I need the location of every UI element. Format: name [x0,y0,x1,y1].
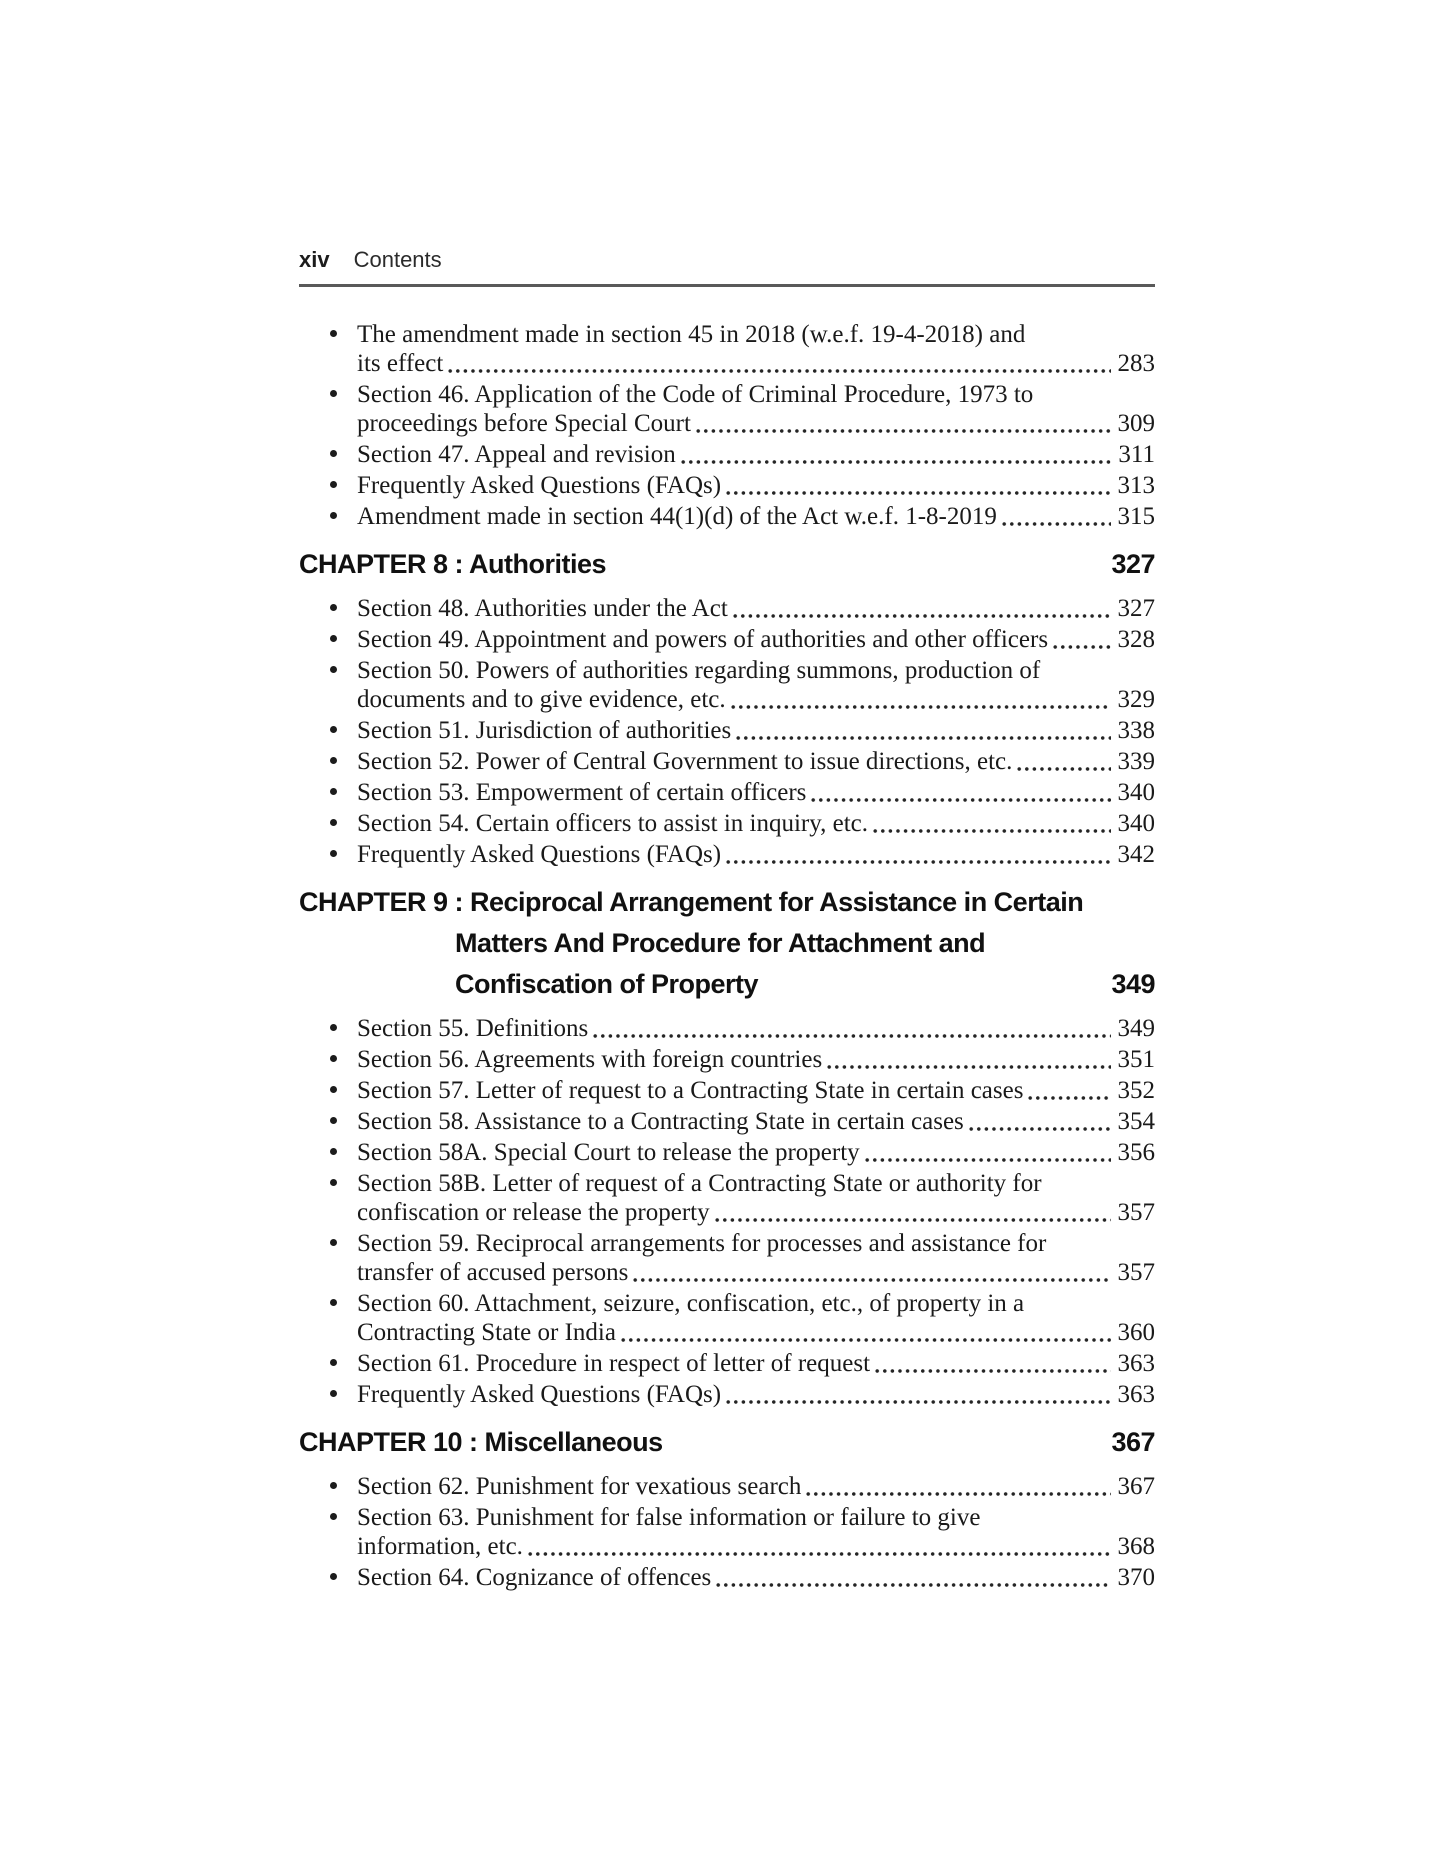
entry-page-number: 340 [1117,779,1155,806]
entry-page-number: 309 [1117,410,1155,437]
page-content [299,247,1155,1594]
entry-text: documents and to give evidence, etc. [357,686,726,713]
entry-text: Section 61. Procedure in respect of letter of request [357,1350,871,1377]
entry-page-number: 328 [1117,626,1155,653]
dot-leader [731,702,1111,710]
dot-leader [811,795,1110,803]
dot-leader [726,488,1110,496]
toc-entry [299,747,1155,776]
entry-text: Section 60. Attachment, seizure, confiscation, etc., of property in a [357,1290,1025,1317]
toc-entry [299,1169,1155,1227]
dot-leader [726,857,1110,865]
entry-page-number: 338 [1117,717,1155,744]
entry-text: The amendment made in section 45 in 2018 (w.e.f. 19-4-2018) and [357,321,1026,348]
chapter-heading [299,1422,1155,1463]
entry-line [357,1045,1155,1074]
chapter-title-line: CHAPTER 10 : Miscellaneous [299,1427,663,1457]
dot-leader [865,1155,1111,1163]
entry-text: Section 55. Definitions [357,1015,589,1042]
toc-entry [299,809,1155,838]
entry-page-number: 367 [1117,1473,1155,1500]
entry-text: Section 52. Power of Central Government to issue directions, etc. [357,748,1013,775]
entry-line [357,716,1155,745]
entry-text: Section 58B. Letter of request of a Contracting State or authority for [357,1170,1042,1197]
entry-text: Contracting State or India [357,1319,616,1346]
dot-leader [969,1124,1111,1132]
dot-leader [1028,1093,1110,1101]
entry-text: Section 57. Letter of request to a Contracting State in certain cases [357,1077,1024,1104]
entry-line [357,1229,1155,1258]
chapter-title-line: CHAPTER 8 : Authorities [299,549,607,579]
entry-text: Section 48. Authorities under the Act [357,595,728,622]
entry-text: Section 54. Certain officers to assist in inquiry, etc. [357,810,869,837]
entry-page-number: 360 [1117,1319,1155,1346]
header-title: Contents [353,247,442,272]
entry-text: information, etc. [357,1533,523,1560]
entry-page-number: 363 [1117,1381,1155,1408]
dot-leader [875,1366,1110,1374]
entry-line [357,440,1155,469]
entry-page-number: 349 [1117,1015,1155,1042]
entry-line [357,594,1155,623]
toc-entry [299,1138,1155,1167]
entry-line [357,1472,1155,1501]
chapter-page-number: 349 [1111,969,1155,999]
entry-text: transfer of accused persons [357,1259,629,1286]
entry-text: confiscation or release the property [357,1199,710,1226]
dot-leader [733,611,1111,619]
dot-leader [736,733,1110,741]
entry-page-number: 363 [1117,1350,1155,1377]
entry-page-number: 342 [1117,841,1155,868]
entry-page-number: 339 [1117,748,1155,775]
toc-entry [299,840,1155,869]
dot-leader [681,457,1112,465]
entry-text: Frequently Asked Questions (FAQs) [357,472,722,499]
entry-page-number: 352 [1117,1077,1155,1104]
entry-line [357,1107,1155,1136]
entry-line [357,747,1155,776]
dot-leader [1017,764,1110,772]
entry-text: Frequently Asked Questions (FAQs) [357,1381,722,1408]
toc-entry [299,1472,1155,1501]
dot-leader [1053,642,1110,650]
entry-text: proceedings before Special Court [357,410,691,437]
entry-line [357,1258,1155,1287]
entry-line [357,1014,1155,1043]
toc-entry [299,1107,1155,1136]
dot-leader [633,1275,1110,1283]
entry-line [357,1198,1155,1227]
toc-entry [299,1503,1155,1561]
entry-text: Section 49. Appointment and powers of authorities and other officers [357,626,1049,653]
dot-leader [448,366,1110,374]
chapter-title-line: Matters And Procedure for Attachment and [455,928,986,958]
entry-line [357,778,1155,807]
toc-entry [299,1289,1155,1347]
entry-line [357,809,1155,838]
dot-leader [827,1062,1110,1070]
chapter-title [299,544,1101,585]
toc-entry [299,716,1155,745]
chapter-page-number: 327 [1111,549,1155,579]
entry-page-number: 311 [1118,441,1155,468]
entry-page-number: 313 [1117,472,1155,499]
toc-entry [299,471,1155,500]
toc-entry [299,1349,1155,1378]
entry-line [357,1076,1155,1105]
toc-entry [299,1563,1155,1592]
entry-page-number: 327 [1117,595,1155,622]
toc-entry [299,1229,1155,1287]
entry-text: Section 47. Appeal and revision [357,441,676,468]
entry-line [357,840,1155,869]
entry-line [357,1349,1155,1378]
dot-leader [528,1549,1111,1557]
toc-list [299,287,1155,1592]
entry-page-number: 351 [1117,1046,1155,1073]
entry-text: Section 51. Jurisdiction of authorities [357,717,732,744]
entry-text: its effect [357,350,444,377]
entry-page-number: 357 [1117,1199,1155,1226]
entry-line [357,409,1155,438]
entry-line [357,625,1155,654]
entry-line [357,471,1155,500]
entry-page-number: 340 [1117,810,1155,837]
entry-line [357,1380,1155,1409]
chapter-title [299,882,1101,1005]
dot-leader [696,426,1111,434]
entry-line [357,1503,1155,1532]
entry-text: Section 63. Punishment for false information or failure to give [357,1504,981,1531]
dot-leader [873,826,1110,834]
entry-text: Amendment made in section 44(1)(d) of the Act w.e.f. 1-8-2019 [357,503,997,530]
dot-leader [593,1031,1110,1039]
entry-page-number: 315 [1117,503,1155,530]
dot-leader [1002,519,1111,527]
entry-line [357,349,1155,378]
dot-leader [621,1335,1111,1343]
entry-line [357,320,1155,349]
entry-line [357,1532,1155,1561]
entry-line [357,502,1155,531]
entry-text: Section 59. Reciprocal arrangements for processes and assistance for [357,1230,1047,1257]
entry-page-number: 357 [1117,1259,1155,1286]
entry-page-number: 368 [1117,1533,1155,1560]
entry-line [357,656,1155,685]
toc-entry [299,502,1155,531]
chapter-title-line: Confiscation of Property [455,969,759,999]
entry-text: Section 58A. Special Court to release the property [357,1139,860,1166]
running-header [299,247,1155,287]
toc-entry [299,380,1155,438]
entry-line [357,1169,1155,1198]
entry-page-number: 356 [1117,1139,1155,1166]
chapter-heading [299,882,1155,1005]
entry-text: Section 56. Agreements with foreign countries [357,1046,823,1073]
chapter-title [299,1422,1101,1463]
entry-line [357,1138,1155,1167]
chapter-page-number: 367 [1111,1427,1155,1457]
entry-text: Section 53. Empowerment of certain officers [357,779,807,806]
toc-entry [299,1076,1155,1105]
dot-leader [715,1215,1111,1223]
entry-line [357,380,1155,409]
toc-entry [299,1380,1155,1409]
entry-text: Section 50. Powers of authorities regarding summons, production of [357,657,1041,684]
entry-text: Section 62. Punishment for vexatious search [357,1473,802,1500]
chapter-title-line: CHAPTER 9 : Reciprocal Arrangement for Assistance in Certain [299,887,1084,917]
entry-text: Section 64. Cognizance of offences [357,1564,712,1591]
entry-text: Section 58. Assistance to a Contracting State in certain cases [357,1108,964,1135]
entry-page-number: 329 [1117,686,1155,713]
dot-leader [806,1489,1110,1497]
page-number-label: xiv [299,247,330,272]
entry-line [357,1289,1155,1318]
dot-leader [726,1397,1110,1405]
toc-entry [299,625,1155,654]
toc-entry [299,778,1155,807]
chapter-heading [299,544,1155,585]
entry-line [357,685,1155,714]
entry-line [357,1318,1155,1347]
entry-page-number: 354 [1117,1108,1155,1135]
toc-entry [299,1045,1155,1074]
entry-text: Frequently Asked Questions (FAQs) [357,841,722,868]
toc-entry [299,656,1155,714]
entry-page-number: 283 [1117,350,1155,377]
toc-entry [299,440,1155,469]
entry-text: Section 46. Application of the Code of Criminal Procedure, 1973 to [357,381,1034,408]
toc-entry [299,594,1155,623]
entry-page-number: 370 [1117,1564,1155,1591]
toc-entry [299,1014,1155,1043]
toc-entry [299,320,1155,378]
entry-line [357,1563,1155,1592]
dot-leader [716,1580,1110,1588]
